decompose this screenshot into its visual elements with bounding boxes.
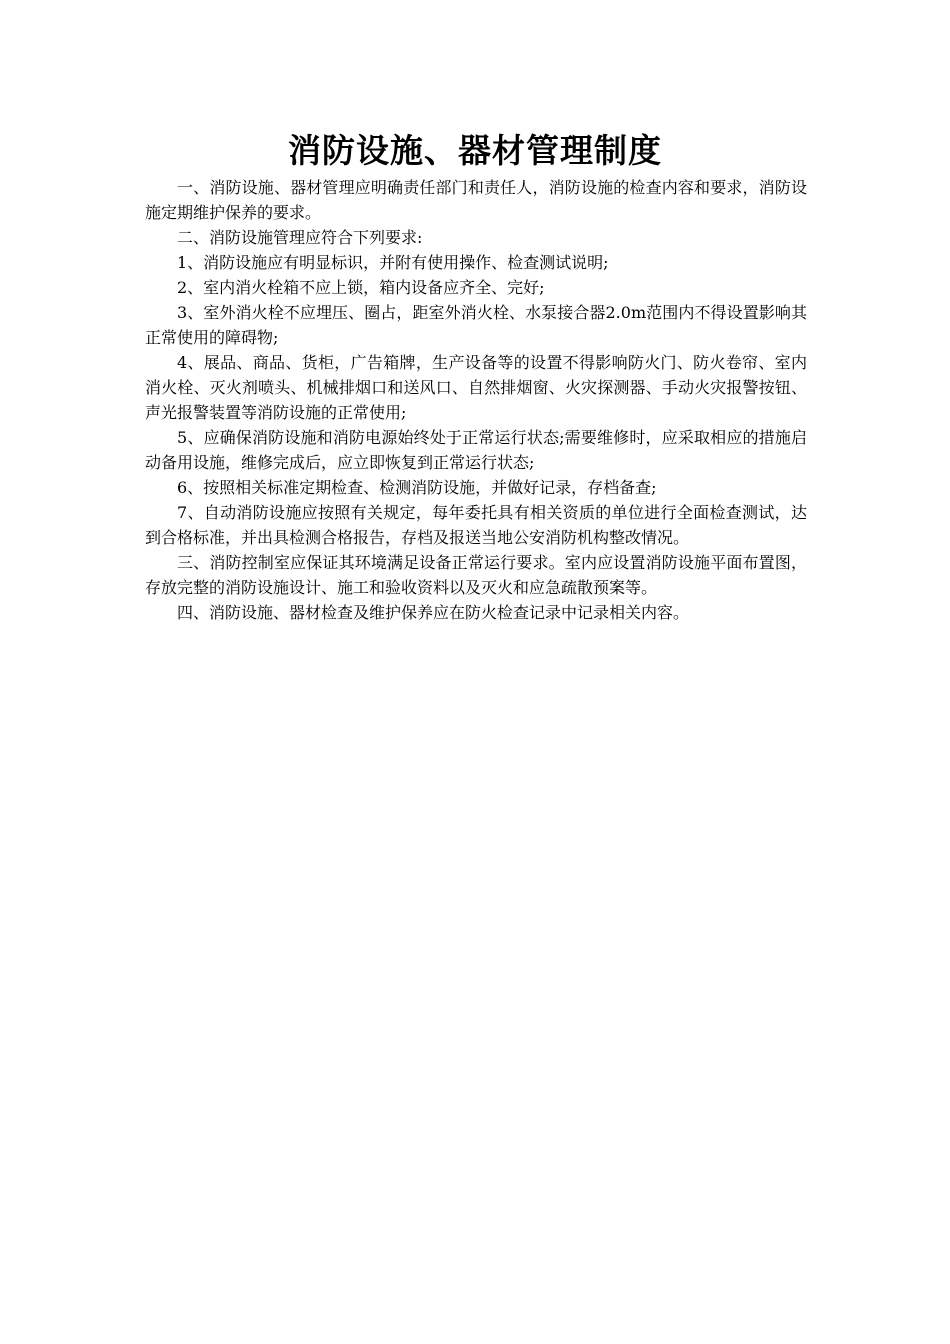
paragraph-inspection-record: 四、消防设施、器材检查及维护保养应在防火检查记录中记录相关内容。 bbox=[177, 603, 690, 622]
paragraph-item-5: 5、应确保消防设施和消防电源始终处于正常运行状态;需要维修时，应采取相应的措施启动备用设施，维修完成后，应立即恢复到正常运行状态; bbox=[145, 428, 807, 472]
paragraph-item-6: 6、按照相关标准定期检查、检测消防设施，并做好记录，存档备查; bbox=[177, 478, 657, 497]
paragraph-item-7: 7、自动消防设施应按照有关规定，每年委托具有相关资质的单位进行全面检查测试，达到合格标准，并出具检测合格报告，存档及报送当地公安消防机构整改情况。 bbox=[145, 503, 807, 547]
paragraph-item-1: 1、消防设施应有明显标识，并附有使用操作、检查测试说明; bbox=[177, 253, 609, 272]
paragraph-management-requirements: 二、消防设施管理应符合下列要求: bbox=[177, 228, 423, 247]
paragraph-responsibility: 一、消防设施、器材管理应明确责任部门和责任人，消防设施的检查内容和要求，消防设施定期维护保养的要求。 bbox=[145, 178, 807, 222]
paragraph-item-2: 2、室内消火栓箱不应上锁，箱内设备应齐全、完好; bbox=[177, 278, 545, 297]
paragraph-item-4: 4、展品、商品、货柜，广告箱牌，生产设备等的设置不得影响防火门、防火卷帘、室内消火栓、灭火剂喷头、机械排烟口和送风口、自然排烟窗、火灾探测器、手动火灾报警按钮、声光报警装置等消防设施的正常使用; bbox=[145, 353, 807, 422]
paragraph-item-3: 3、室外消火栓不应埋压、圈占，距室外消火栓、水泵接合器2.0m范围内不得设置影响其正常使用的障碍物; bbox=[145, 303, 807, 347]
document-title: 消防设施、器材管理制度 bbox=[288, 131, 662, 170]
document-body bbox=[145, 175, 807, 625]
paragraph-control-room: 三、消防控制室应保证其环境满足设备正常运行要求。室内应设置消防设施平面布置图，存放完整的消防设施设计、施工和验收资料以及灭火和应急疏散预案等。 bbox=[145, 553, 807, 597]
